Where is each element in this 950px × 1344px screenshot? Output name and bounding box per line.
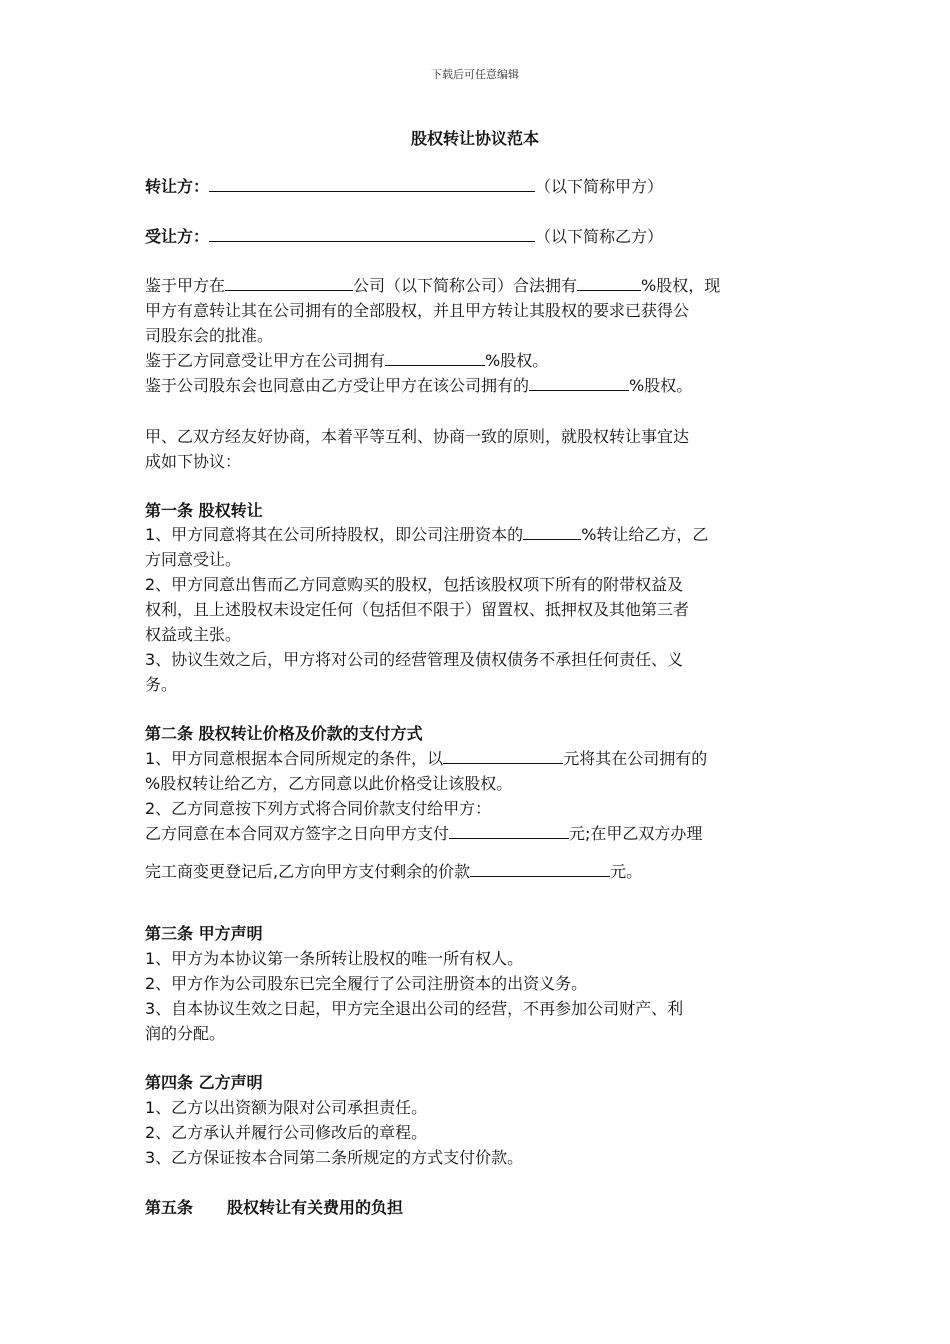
recital-line [145, 273, 720, 298]
text-segment: 乙方同意在本合同双方签字之日向甲方支付 [145, 824, 450, 843]
recital-line [145, 373, 692, 398]
article-5-title: 股权转让有关费用的负担 [227, 1198, 404, 1217]
transferor-suffix: （以下简称甲方） [535, 177, 664, 196]
text-segment: %转让给乙方，乙 [581, 525, 709, 544]
transferee-label: 受让方： [145, 227, 210, 246]
article-3-line: 润的分配。 [145, 1024, 226, 1043]
text-segment: 公司（以下简称公司）合法拥有 [353, 276, 578, 295]
article-1-heading: 第一条 股权转让 [145, 501, 263, 520]
company-name-blank[interactable] [225, 273, 353, 291]
article-1-line: 权益或主张。 [145, 625, 242, 644]
transferor-blank[interactable] [209, 174, 535, 192]
share-percent-blank[interactable] [529, 373, 629, 391]
text-segment: %股权。 [485, 351, 549, 370]
text-segment: 鉴于公司股东会也同意由乙方受让甲方在该公司拥有的 [145, 376, 530, 395]
article-1-line: 权利，且上述股权未设定任何（包括但不限于）留置权、抵押权及其他第三者 [145, 600, 690, 619]
text-segment: 元;在甲乙双方办理 [569, 824, 703, 843]
article-4-line: 3、乙方保证按本合同第二条所规定的方式支付价款。 [145, 1148, 524, 1167]
text-segment: 元将其在公司拥有的 [563, 749, 708, 768]
transferor-line [145, 174, 663, 199]
article-4-line: 1、乙方以出资额为限对公司承担责任。 [145, 1098, 428, 1117]
transferee-suffix: （以下简称乙方） [535, 227, 664, 246]
text-segment: 鉴于乙方同意受让甲方在公司拥有 [145, 351, 386, 370]
registered-capital-percent-blank[interactable] [523, 522, 581, 540]
text-segment: 鉴于甲方在 [145, 276, 226, 295]
transferee-line [145, 224, 663, 249]
share-percent-blank[interactable] [577, 273, 641, 291]
article-2-heading: 第二条 股权转让价格及价款的支付方式 [145, 724, 423, 743]
article-2-line: %股权转让给乙方，乙方同意以此价格受让该股权。 [145, 774, 513, 793]
article-1-line: 3、协议生效之后，甲方将对公司的经营管理及债权债务不承担任何责任、义 [145, 650, 684, 669]
text-segment: 1、甲方同意根据本合同所规定的条件，以 [145, 749, 444, 768]
transferor-label: 转让方： [145, 177, 210, 196]
article-1-line: 务。 [145, 675, 178, 694]
page-header: 下载后可任意编辑 [431, 68, 519, 81]
article-3-line: 2、甲方作为公司股东已完全履行了公司注册资本的出资义务。 [145, 974, 588, 993]
recital-line: 司股东会的批准。 [145, 326, 274, 345]
article-3-heading: 第三条 甲方声明 [145, 924, 263, 943]
article-2-line [145, 859, 642, 884]
article-3-line: 1、甲方为本协议第一条所转让股权的唯一所有权人。 [145, 949, 524, 968]
text-segment: 1、甲方同意将其在公司所持股权，即公司注册资本的 [145, 525, 524, 544]
share-percent-blank[interactable] [385, 348, 485, 366]
first-payment-blank[interactable] [449, 821, 569, 839]
recital-line: 甲方有意转让其在公司拥有的全部股权，并且甲方转让其股权的要求已获得公 [145, 301, 690, 320]
article-1-line [145, 522, 708, 547]
text-segment: %股权。 [629, 376, 693, 395]
article-2-line [145, 821, 702, 846]
article-3-line: 3、自本协议生效之日起，甲方完全退出公司的经营，不再参加公司财产、利 [145, 999, 684, 1018]
document-title: 股权转让协议范本 [410, 129, 539, 148]
intro-line: 成如下协议： [145, 452, 242, 471]
transferee-blank[interactable] [209, 224, 535, 242]
intro-line: 甲、乙双方经友好协商，本着平等互利、协商一致的原则，就股权转让事宜达 [145, 427, 690, 446]
price-blank[interactable] [443, 746, 563, 764]
article-2-line: 2、乙方同意按下列方式将合同价款支付给甲方： [145, 799, 492, 818]
article-5-heading [145, 1195, 403, 1220]
article-4-heading: 第四条 乙方声明 [145, 1073, 263, 1092]
article-1-line: 方同意受让。 [145, 550, 242, 569]
article-4-line: 2、乙方承认并履行公司修改后的章程。 [145, 1123, 428, 1142]
article-1-line: 2、甲方同意出售而乙方同意购买的股权，包括该股权项下所有的附带权益及 [145, 575, 684, 594]
recital-line [145, 348, 548, 373]
article-5-number: 第五条 [145, 1198, 194, 1217]
article-2-line [145, 746, 707, 771]
text-segment: 完工商变更登记后,乙方向甲方支付剩余的价款 [145, 862, 471, 881]
text-segment: %股权，现 [641, 276, 721, 295]
text-segment: 元。 [610, 862, 643, 881]
remaining-payment-blank[interactable] [470, 859, 610, 877]
